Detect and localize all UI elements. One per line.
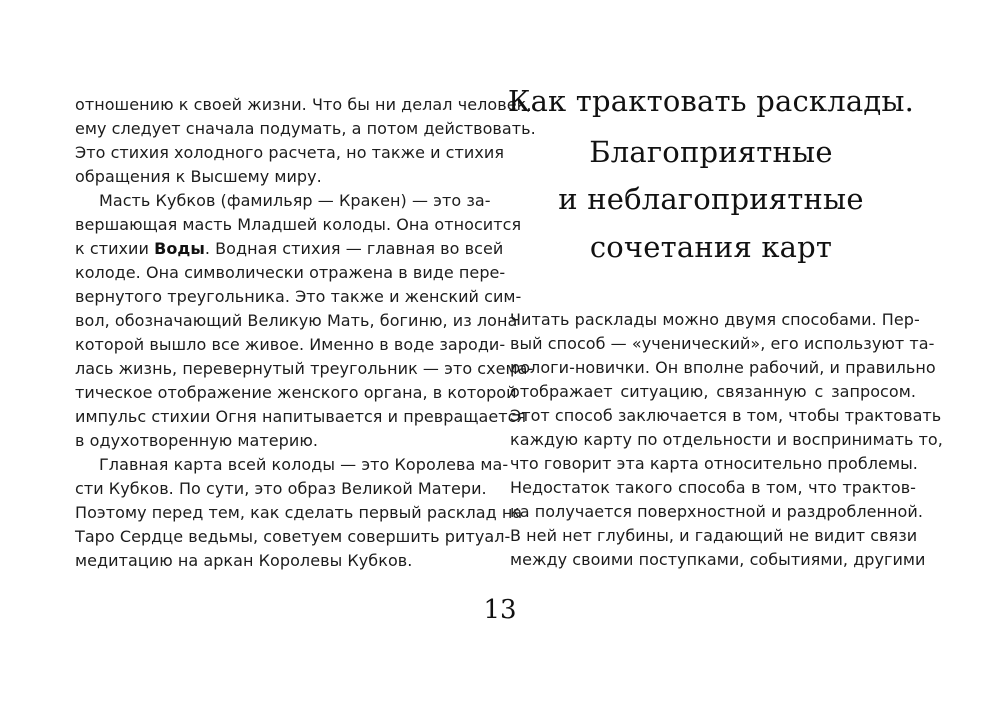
- right-line-9: ка получается поверхностной и раздробленной.: [510, 502, 923, 521]
- page-number: 13: [483, 595, 517, 625]
- left-line-12: лась жизнь, перевернутый треугольник — это схема-: [75, 359, 534, 378]
- left-line-8: колоде. Она символически отражена в виде пере-: [75, 263, 506, 282]
- right-line-1: Читать расклады можно двумя способами. Пер-: [510, 310, 920, 329]
- heading-line-3: и неблагоприятные: [558, 182, 864, 216]
- heading-line-2: Благоприятные: [589, 135, 833, 169]
- left-line-4: обращения к Высшему миру.: [75, 167, 322, 186]
- left-line-1: отношению к своей жизни. Что бы ни делал человек,: [75, 95, 532, 114]
- right-line-11: между своими поступками, событиями, другими: [510, 550, 926, 569]
- right-line-10: В ней нет глубины, и гадающий не видит связи: [510, 526, 918, 545]
- right-line-4: отображает ситуацию, связанную с запросом.: [510, 382, 916, 401]
- left-line-18: Поэтому перед тем, как сделать первый расклад на: [75, 503, 523, 522]
- left-line-15: в одухотворенную материю.: [75, 431, 318, 450]
- left-line-11: которой вышло все живое. Именно в воде зароди-: [75, 335, 506, 354]
- left-line-20: медитацию на аркан Королевы Кубков.: [75, 551, 413, 570]
- left-line-7-before: к стихии: [75, 239, 155, 258]
- right-line-7: что говорит эта карта относительно проблемы.: [510, 454, 918, 473]
- right-line-3: рологи-новички. Он вполне рабочий, и правильно: [510, 358, 936, 377]
- left-line-5: Масть Кубков (фамильяр — Кракен) — это за-: [99, 191, 491, 210]
- left-line-14: импульс стихии Огня напитывается и превращается: [75, 407, 527, 426]
- left-line-9: вернутого треугольника. Это также и женский сим-: [75, 287, 522, 306]
- left-line-17: сти Кубков. По сути, это образ Великой Матери.: [75, 479, 487, 498]
- right-line-8: Недостаток такого способа в том, что трактов-: [510, 478, 916, 497]
- left-line-2: ему следует сначала подумать, а потом действовать.: [75, 119, 536, 138]
- left-line-6: вершающая масть Младшей колоды. Она относится: [75, 215, 522, 234]
- heading-line-1: Как трактовать расклады.: [507, 84, 915, 118]
- element-water-term: Воды: [154, 239, 205, 258]
- right-line-6: каждую карту по отдельности и воспринимать то,: [510, 430, 943, 449]
- left-line-13: тическое отображение женского органа, в которой: [75, 383, 517, 402]
- left-line-16: Главная карта всей колоды — это Королева ма-: [99, 455, 509, 474]
- right-line-5: Этот способ заключается в том, чтобы трактовать: [510, 406, 942, 425]
- left-line-7-after: . Водная стихия — главная во всей: [204, 239, 504, 258]
- right-line-2: вый способ — «ученический», его используют та-: [510, 334, 935, 353]
- left-line-19: Таро Сердце ведьмы, советуем совершить ритуал-: [75, 527, 511, 546]
- left-line-3: Это стихия холодного расчета, но также и стихия: [75, 143, 504, 162]
- heading-line-4: сочетания карт: [589, 230, 833, 264]
- left-line-10: вол, обозначающий Великую Мать, богиню, из лона: [75, 311, 518, 330]
- left-line-7: [75, 237, 504, 261]
